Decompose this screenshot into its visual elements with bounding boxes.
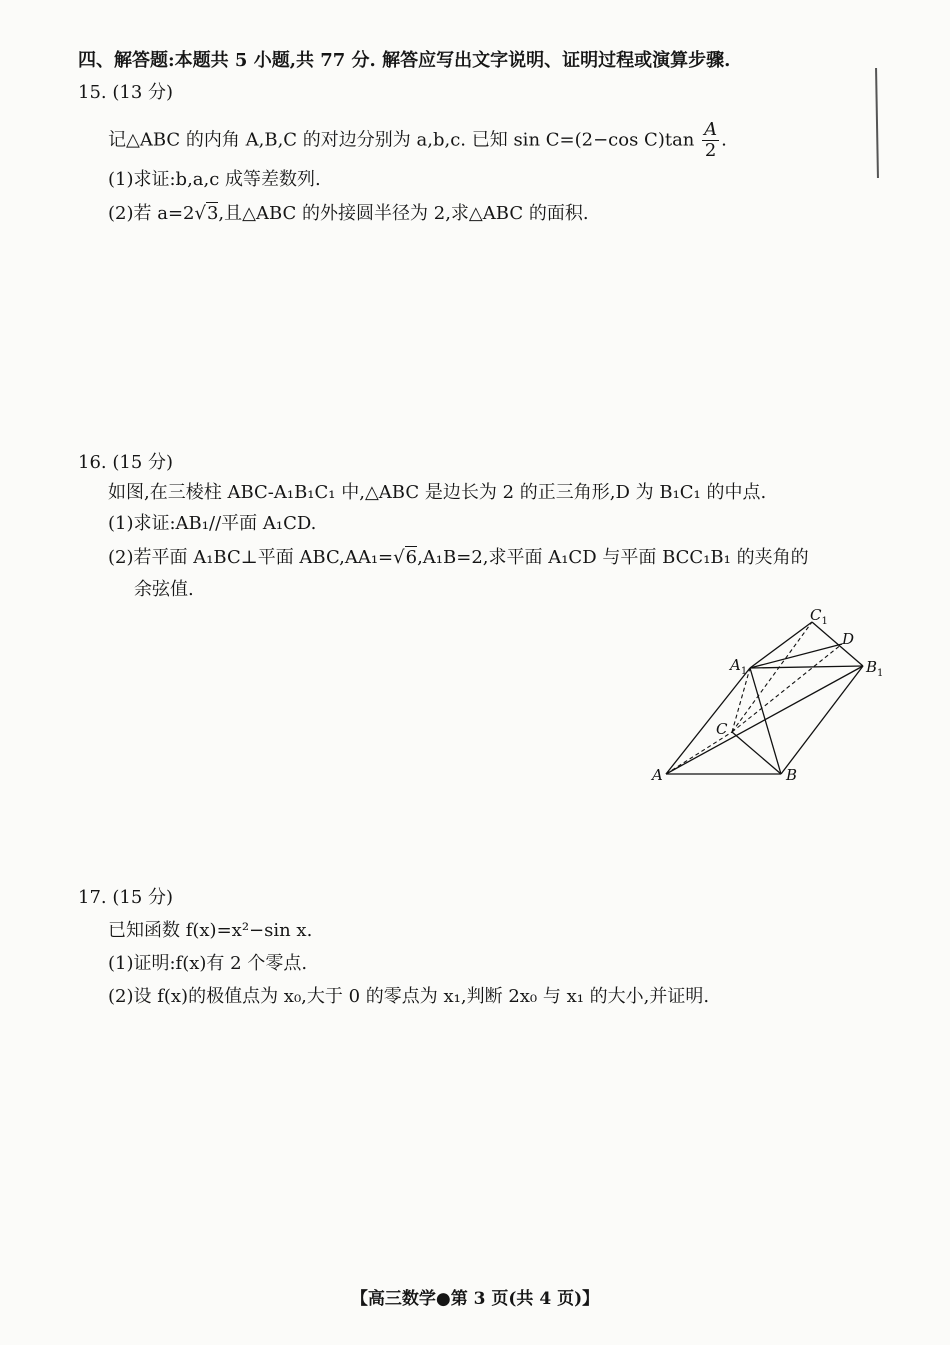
edge-C1B1 [812,622,863,666]
q15-part1: (1)求证:b,a,c 成等差数列. [108,169,321,190]
q16-stem: 如图,在三棱柱 ABC-A₁B₁C₁ 中,△ABC 是边长为 2 的正三角形,D 为 B₁C₁ 的中点. [108,482,767,503]
edge-A1C1 [750,622,812,668]
section-header: 四、解答题:本题共 5 小题,共 77 分. 解答应写出文字说明、证明过程或演算步骤. [78,50,731,71]
label-D: D [842,630,855,648]
q15-part2: (2)若 a=2√3,且△ABC 的外接圆半径为 2,求△ABC 的面积. [108,203,589,224]
label-B: B [786,766,798,784]
prism-figure [630,600,900,790]
page-footer: 【高三数学●第 3 页(共 4 页)】 [350,1289,600,1309]
q15-fraction: $\frac{A}{2}$ [704,119,718,161]
label-C: C [716,720,728,738]
label-B1: $B_1$ [866,658,884,679]
edge-AC-hidden [666,732,732,774]
scan-artifact-line [875,68,879,178]
edge-A1B1 [750,666,863,668]
q16-number: 16. (15 分) [78,452,174,473]
edge-BB1 [781,666,863,774]
label-A1: $A_1$ [730,656,748,677]
label-C1: $C_1$ [810,606,828,627]
edge-A1D [750,644,842,668]
q15-stem: 记△ABC 的内角 A,B,C 的对边分别为 a,b,c. 已知 sin C=(2−cos C)tan $\frac{A}{2}$ . [108,119,727,161]
q15-number: 15. (13 分) [78,82,174,103]
q17-part2: (2)设 f(x)的极值点为 x₀,大于 0 的零点为 x₁,判断 2x₀ 与 x₁ 的大小,并证明. [108,986,710,1007]
q17-part1: (1)证明:f(x)有 2 个零点. [108,953,308,974]
edge-AB1 [666,666,863,774]
q17-stem: 已知函数 f(x)=x²−sin x. [108,920,313,941]
q16-part2-line1: (2)若平面 A₁BC⊥平面 ABC,AA₁=√6,A₁B=2,求平面 A₁CD 与平面 BCC₁B₁ 的夹角的 [108,547,809,568]
q16-part2-line2: 余弦值. [134,579,194,600]
edge-AA1 [666,668,750,774]
edge-A1B [750,668,781,774]
edge-BC [732,732,781,774]
q16-part1: (1)求证:AB₁//平面 A₁CD. [108,513,317,534]
q17-number: 17. (15 分) [78,887,174,908]
edge-CA1-hidden [732,668,750,732]
label-A: A [652,766,663,784]
